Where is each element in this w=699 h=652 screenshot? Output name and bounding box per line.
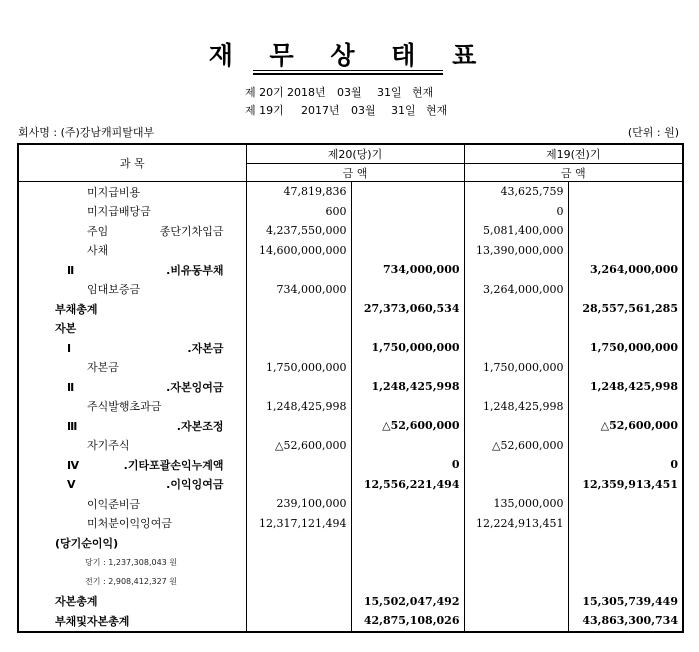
table-row xyxy=(18,553,683,573)
account-label: 미지급배당금 xyxy=(18,202,246,222)
prior-total-amount xyxy=(568,182,683,202)
current-total-amount xyxy=(351,494,464,514)
current-amount-header: 금 액 xyxy=(246,164,464,182)
prior-total-amount xyxy=(568,202,683,222)
prior-total-amount xyxy=(568,436,683,456)
prior-total-amount xyxy=(568,572,683,592)
current-total-amount xyxy=(351,241,464,261)
current-total-amount: 15,502,047,492 xyxy=(351,592,464,612)
table-row xyxy=(18,202,683,222)
company-name: 회사명 : (주)강남캐피탈대부 xyxy=(18,126,155,139)
current-total-amount xyxy=(351,280,464,300)
account-label: Ⅴ.이익잉여금 xyxy=(18,475,246,495)
month: 03월 xyxy=(337,86,362,99)
current-total-amount: 27,373,060,534 xyxy=(351,299,464,319)
prior-detail-amount xyxy=(464,338,568,358)
prior-detail-amount xyxy=(464,475,568,495)
status: 현재 xyxy=(412,86,434,99)
prior-total-amount: 0 xyxy=(568,455,683,475)
year: 2017년 xyxy=(301,104,340,117)
current-total-amount xyxy=(351,221,464,241)
prior-total-amount: 28,557,561,285 xyxy=(568,299,683,319)
prior-detail-amount: 3,264,000,000 xyxy=(464,280,568,300)
account-label: Ⅱ.비유동부채 xyxy=(18,260,246,280)
current-detail-amount: 47,819,836 xyxy=(246,182,351,202)
prior-total-amount: 1,750,000,000 xyxy=(568,338,683,358)
account-label: 전기 : 2,908,412,327 원 xyxy=(18,572,246,592)
account-label: Ⅰ.자본금 xyxy=(18,338,246,358)
prior-total-amount xyxy=(568,358,683,378)
current-detail-amount: 12,317,121,494 xyxy=(246,514,351,534)
table-header-row xyxy=(18,144,683,164)
prior-detail-amount xyxy=(464,299,568,319)
current-total-amount xyxy=(351,319,464,339)
current-detail-amount xyxy=(246,299,351,319)
account-label: 미지급비용 xyxy=(18,182,246,202)
current-detail-amount xyxy=(246,533,351,553)
prior-detail-amount: 135,000,000 xyxy=(464,494,568,514)
current-period-header: 제20(당)기 xyxy=(246,144,464,164)
current-total-amount: △52,600,000 xyxy=(351,416,464,436)
account-label: 자본금 xyxy=(18,358,246,378)
account-label: 주임 종단기차입금 xyxy=(18,221,246,241)
prior-detail-amount xyxy=(464,611,568,632)
prior-total-amount xyxy=(568,319,683,339)
account-label: 사채 xyxy=(18,241,246,261)
table-row xyxy=(18,475,683,495)
balance-sheet-table xyxy=(17,143,684,633)
current-detail-amount xyxy=(246,611,351,632)
current-detail-amount xyxy=(246,572,351,592)
current-detail-amount xyxy=(246,553,351,573)
table-row xyxy=(18,182,683,202)
term: 제 20기 xyxy=(245,86,284,99)
current-detail-amount xyxy=(246,319,351,339)
current-total-amount: 42,875,108,026 xyxy=(351,611,464,632)
table-row xyxy=(18,338,683,358)
prior-total-amount: 1,248,425,998 xyxy=(568,377,683,397)
table-row xyxy=(18,455,683,475)
table-row xyxy=(18,436,683,456)
current-detail-amount xyxy=(246,592,351,612)
account-label: 부채및자본총계 xyxy=(18,611,246,632)
prior-total-amount xyxy=(568,494,683,514)
current-total-amount xyxy=(351,436,464,456)
day: 31일 xyxy=(377,86,402,99)
prior-detail-amount: 43,625,759 xyxy=(464,182,568,202)
account-label: 당기 : 1,237,308,043 원 xyxy=(18,553,246,573)
year: 2018년 xyxy=(287,86,326,99)
current-total-amount: 734,000,000 xyxy=(351,260,464,280)
prior-detail-amount: 13,390,000,000 xyxy=(464,241,568,261)
account-label: Ⅱ.자본잉여금 xyxy=(18,377,246,397)
current-detail-amount: 1,248,425,998 xyxy=(246,397,351,417)
prior-total-amount: 3,264,000,000 xyxy=(568,260,683,280)
prior-detail-amount: 5,081,400,000 xyxy=(464,221,568,241)
current-total-amount xyxy=(351,202,464,222)
table-row xyxy=(18,533,683,553)
account-label: 주식발행초과금 xyxy=(18,397,246,417)
prior-total-amount: △52,600,000 xyxy=(568,416,683,436)
prior-total-amount xyxy=(568,514,683,534)
current-detail-amount xyxy=(246,338,351,358)
status: 현재 xyxy=(426,104,448,117)
table-row xyxy=(18,260,683,280)
prior-detail-amount xyxy=(464,377,568,397)
day: 31일 xyxy=(391,104,416,117)
current-detail-amount: 239,100,000 xyxy=(246,494,351,514)
prior-total-amount xyxy=(568,533,683,553)
prior-detail-amount xyxy=(464,533,568,553)
current-total-amount: 12,556,221,494 xyxy=(351,475,464,495)
prior-detail-amount xyxy=(464,553,568,573)
table-row xyxy=(18,241,683,261)
account-label: Ⅲ.자본조정 xyxy=(18,416,246,436)
current-detail-amount: 600 xyxy=(246,202,351,222)
prior-total-amount xyxy=(568,221,683,241)
account-label: 자본 xyxy=(18,319,246,339)
table-row xyxy=(18,377,683,397)
table-row xyxy=(18,280,683,300)
current-total-amount xyxy=(351,572,464,592)
term: 제 19기 xyxy=(245,104,284,117)
prior-detail-amount xyxy=(464,592,568,612)
prior-detail-amount xyxy=(464,572,568,592)
prior-total-amount: 12,359,913,451 xyxy=(568,475,683,495)
account-label: 이익준비금 xyxy=(18,494,246,514)
prior-detail-amount: 1,248,425,998 xyxy=(464,397,568,417)
account-label: 임대보증금 xyxy=(18,280,246,300)
table-row xyxy=(18,416,683,436)
table-row xyxy=(18,611,683,632)
table-row xyxy=(18,221,683,241)
account-label: Ⅳ.기타포괄손익누계액 xyxy=(18,455,246,475)
current-detail-amount xyxy=(246,416,351,436)
current-total-amount xyxy=(351,514,464,534)
table-row xyxy=(18,397,683,417)
account-label: 미처분이익잉여금 xyxy=(18,514,246,534)
current-detail-amount xyxy=(246,455,351,475)
current-detail-amount: 734,000,000 xyxy=(246,280,351,300)
prior-total-amount: 43,863,300,734 xyxy=(568,611,683,632)
prior-detail-amount: 1,750,000,000 xyxy=(464,358,568,378)
table-row xyxy=(18,299,683,319)
table-row xyxy=(18,319,683,339)
account-label: 자기주식 xyxy=(18,436,246,456)
account-label: (당기순이익) xyxy=(18,533,246,553)
current-total-amount xyxy=(351,182,464,202)
statement-title: 재 무 상 태 표 xyxy=(208,41,491,70)
prior-period-header: 제19(전)기 xyxy=(464,144,683,164)
prior-detail-amount xyxy=(464,319,568,339)
current-detail-amount: 14,600,000,000 xyxy=(246,241,351,261)
prior-detail-amount: △52,600,000 xyxy=(464,436,568,456)
account-label: 자본총계 xyxy=(18,592,246,612)
current-detail-amount: 1,750,000,000 xyxy=(246,358,351,378)
prior-detail-amount: 0 xyxy=(464,202,568,222)
table-row xyxy=(18,592,683,612)
table-row xyxy=(18,358,683,378)
prior-amount-header: 금 액 xyxy=(464,164,683,182)
current-total-amount xyxy=(351,553,464,573)
prior-detail-amount: 12,224,913,451 xyxy=(464,514,568,534)
prior-detail-amount xyxy=(464,260,568,280)
account-label: 부채총계 xyxy=(18,299,246,319)
current-total-amount xyxy=(351,533,464,553)
table-row xyxy=(18,494,683,514)
current-detail-amount: 4,237,550,000 xyxy=(246,221,351,241)
prior-total-amount xyxy=(568,397,683,417)
unit-label: (단위 : 원) xyxy=(627,126,679,139)
current-detail-amount xyxy=(246,260,351,280)
table-row xyxy=(18,514,683,534)
current-total-amount xyxy=(351,397,464,417)
month: 03월 xyxy=(351,104,376,117)
current-total-amount: 1,248,425,998 xyxy=(351,377,464,397)
prior-total-amount xyxy=(568,280,683,300)
current-total-amount: 1,750,000,000 xyxy=(351,338,464,358)
prior-total-amount xyxy=(568,553,683,573)
prior-detail-amount xyxy=(464,416,568,436)
current-detail-amount xyxy=(246,377,351,397)
prior-total-amount: 15,305,739,449 xyxy=(568,592,683,612)
title-underline xyxy=(253,70,443,71)
account-header: 과 목 xyxy=(18,144,246,182)
current-total-amount: 0 xyxy=(351,455,464,475)
prior-total-amount xyxy=(568,241,683,261)
prior-detail-amount xyxy=(464,455,568,475)
current-total-amount xyxy=(351,358,464,378)
title-underline-thick xyxy=(253,73,443,75)
current-detail-amount xyxy=(246,475,351,495)
table-row xyxy=(18,572,683,592)
current-detail-amount: △52,600,000 xyxy=(246,436,351,456)
